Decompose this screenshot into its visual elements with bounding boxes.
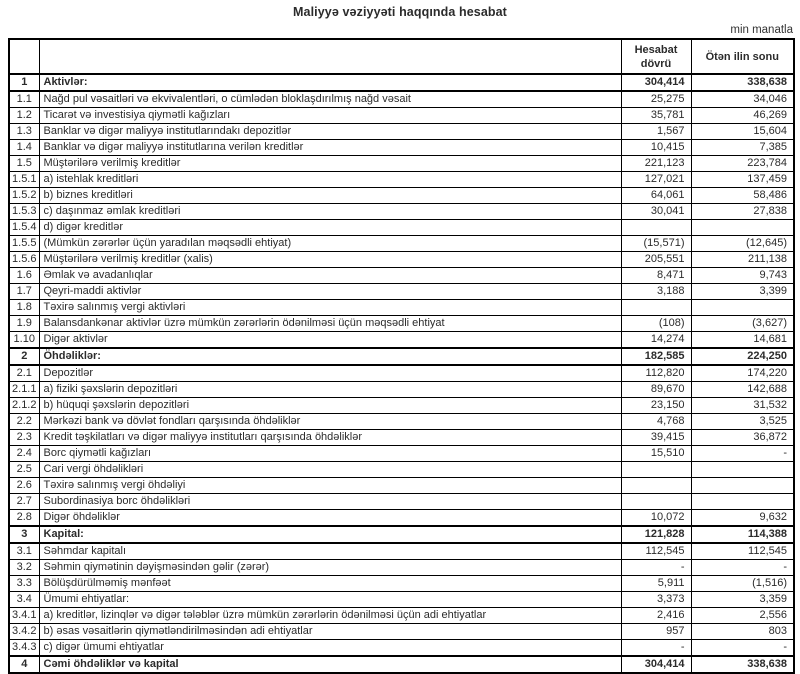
current-period-value: 8,471	[621, 268, 691, 284]
table-header	[9, 39, 794, 74]
table-row	[9, 156, 794, 172]
row-number: 1.10	[9, 332, 39, 349]
row-label: Bölüşdürülməmiş mənfəət	[39, 576, 621, 592]
table-row	[9, 348, 794, 365]
row-number: 1.6	[9, 268, 39, 284]
current-period-value	[621, 462, 691, 478]
row-number: 1.5.3	[9, 204, 39, 220]
table-row	[9, 188, 794, 204]
current-period-value: 5,911	[621, 576, 691, 592]
row-label: Banklar və digər maliyyə institutlarındakı depozitlər	[39, 124, 621, 140]
row-number: 1.5.1	[9, 172, 39, 188]
current-period-value: 112,820	[621, 365, 691, 382]
current-period-value: -	[621, 640, 691, 657]
current-period-value	[621, 478, 691, 494]
current-period-value: 10,072	[621, 510, 691, 527]
table-row	[9, 526, 794, 543]
prior-period-value: 224,250	[691, 348, 794, 365]
row-number: 1.5.6	[9, 252, 39, 268]
row-number: 1.7	[9, 284, 39, 300]
row-number: 1.5.4	[9, 220, 39, 236]
table-row	[9, 608, 794, 624]
table-row	[9, 140, 794, 156]
prior-period-value: 15,604	[691, 124, 794, 140]
current-period-value: 39,415	[621, 430, 691, 446]
prior-period-value: 137,459	[691, 172, 794, 188]
prior-period-value: 142,688	[691, 382, 794, 398]
prior-period-value: -	[691, 640, 794, 657]
row-number: 3.4	[9, 592, 39, 608]
table-row	[9, 268, 794, 284]
current-period-value: 121,828	[621, 526, 691, 543]
prior-period-value: (12,645)	[691, 236, 794, 252]
table-row	[9, 624, 794, 640]
table-row	[9, 430, 794, 446]
current-period-value: -	[621, 560, 691, 576]
table-row	[9, 592, 794, 608]
row-label: Müştərilərə verilmiş kreditlər (xalis)	[39, 252, 621, 268]
unit-note: min manatla	[730, 24, 793, 36]
row-label: Mərkəzi bank və dövlət fondları qarşısında öhdəliklər	[39, 414, 621, 430]
row-number: 3.2	[9, 560, 39, 576]
prior-period-value: 36,872	[691, 430, 794, 446]
current-period-value: 4,768	[621, 414, 691, 430]
row-number: 2	[9, 348, 39, 365]
table-row	[9, 252, 794, 268]
row-label: Balansdankənar aktivlər üzrə mümkün zərərlərin ödənilməsi üçün məqsədli ehtiyat	[39, 316, 621, 332]
table-row	[9, 560, 794, 576]
prior-period-value	[691, 478, 794, 494]
prior-period-value: 7,385	[691, 140, 794, 156]
current-period-value: 182,585	[621, 348, 691, 365]
row-label: Kredit təşkilatları və digər maliyyə institutları qarşısında öhdəliklər	[39, 430, 621, 446]
row-label: Digər öhdəliklər	[39, 510, 621, 527]
prior-period-value: 9,743	[691, 268, 794, 284]
current-period-value: 304,414	[621, 74, 691, 91]
prior-period-value: 31,532	[691, 398, 794, 414]
current-period-value: 10,415	[621, 140, 691, 156]
prior-period-value: 3,399	[691, 284, 794, 300]
header-prior-period: Ötən ilin sonu	[691, 39, 794, 74]
row-label: Qeyri-maddi aktivlər	[39, 284, 621, 300]
row-number: 2.7	[9, 494, 39, 510]
row-number: 2.1.2	[9, 398, 39, 414]
table-row	[9, 398, 794, 414]
current-period-value: 14,274	[621, 332, 691, 349]
row-label: b) əsas vəsaitlərin qiymətləndirilməsindən adi ehtiyatlar	[39, 624, 621, 640]
row-label: Ümumi ehtiyatlar:	[39, 592, 621, 608]
current-period-value: 25,275	[621, 91, 691, 108]
table-row	[9, 656, 794, 673]
financial-statement-table	[8, 38, 795, 674]
current-period-value: 35,781	[621, 108, 691, 124]
row-number: 3.4.2	[9, 624, 39, 640]
prior-period-value	[691, 462, 794, 478]
current-period-value: 15,510	[621, 446, 691, 462]
current-period-value: 89,670	[621, 382, 691, 398]
row-label: Nağd pul vəsaitləri və ekvivalentləri, o cümlədən bloklaşdırılmış nağd vəsait	[39, 91, 621, 108]
current-period-value: 1,567	[621, 124, 691, 140]
table-row	[9, 204, 794, 220]
prior-period-value: 3,525	[691, 414, 794, 430]
page-title: Maliyyə vəziyyəti haqqında hesabat	[293, 5, 507, 19]
current-period-value: 30,041	[621, 204, 691, 220]
prior-period-value: 14,681	[691, 332, 794, 349]
current-period-value: 3,373	[621, 592, 691, 608]
row-number: 3.4.1	[9, 608, 39, 624]
row-number: 1.5	[9, 156, 39, 172]
table-row	[9, 414, 794, 430]
current-period-value: 2,416	[621, 608, 691, 624]
row-label: a) istehlak kreditləri	[39, 172, 621, 188]
row-label: Təxirə salınmış vergi öhdəliyi	[39, 478, 621, 494]
prior-period-value: 2,556	[691, 608, 794, 624]
table-row	[9, 91, 794, 108]
prior-period-value: 46,269	[691, 108, 794, 124]
current-period-value	[621, 300, 691, 316]
row-number: 2.5	[9, 462, 39, 478]
row-label: Ticarət və investisiya qiymətli kağızları	[39, 108, 621, 124]
row-label: Əmlak və avadanlıqlar	[39, 268, 621, 284]
prior-period-value: 34,046	[691, 91, 794, 108]
row-number: 1.4	[9, 140, 39, 156]
current-period-value: (15,571)	[621, 236, 691, 252]
row-label: Cəmi öhdəliklər və kapital	[39, 656, 621, 673]
current-period-value: 205,551	[621, 252, 691, 268]
prior-period-value	[691, 494, 794, 510]
row-label: b) hüquqi şəxslərin depozitləri	[39, 398, 621, 414]
row-label: b) biznes kreditləri	[39, 188, 621, 204]
prior-period-value: 112,545	[691, 543, 794, 560]
row-label: Səhmin qiymətinin dəyişməsindən gəlir (zərər)	[39, 560, 621, 576]
row-number: 3.3	[9, 576, 39, 592]
prior-period-value: 803	[691, 624, 794, 640]
prior-period-value: 223,784	[691, 156, 794, 172]
row-label: Kapital:	[39, 526, 621, 543]
row-label: Müştərilərə verilmiş kreditlər	[39, 156, 621, 172]
table-row	[9, 108, 794, 124]
prior-period-value: 211,138	[691, 252, 794, 268]
table-row	[9, 316, 794, 332]
row-label: d) digər kreditlər	[39, 220, 621, 236]
row-label: Borc qiymətli kağızları	[39, 446, 621, 462]
row-number: 1.1	[9, 91, 39, 108]
row-label: (Mümkün zərərlər üçün yaradılan məqsədli ehtiyat)	[39, 236, 621, 252]
row-number: 1.5.5	[9, 236, 39, 252]
row-label: Səhmdar kapitalı	[39, 543, 621, 560]
row-number: 2.2	[9, 414, 39, 430]
current-period-value	[621, 494, 691, 510]
row-number: 2.1	[9, 365, 39, 382]
row-label: Cari vergi öhdəlikləri	[39, 462, 621, 478]
current-period-value: 127,021	[621, 172, 691, 188]
prior-period-value: -	[691, 560, 794, 576]
prior-period-value: 27,838	[691, 204, 794, 220]
row-label: Digər aktivlər	[39, 332, 621, 349]
prior-period-value	[691, 220, 794, 236]
table-row	[9, 576, 794, 592]
current-period-value: 221,123	[621, 156, 691, 172]
row-number: 2.1.1	[9, 382, 39, 398]
table-row	[9, 220, 794, 236]
row-label: Təxirə salınmış vergi aktivləri	[39, 300, 621, 316]
prior-period-value: 114,388	[691, 526, 794, 543]
prior-period-value: 9,632	[691, 510, 794, 527]
table-row	[9, 74, 794, 91]
table-row	[9, 236, 794, 252]
current-period-value: 64,061	[621, 188, 691, 204]
table-row	[9, 382, 794, 398]
row-label: Aktivlər:	[39, 74, 621, 91]
table-row	[9, 284, 794, 300]
table-row	[9, 365, 794, 382]
prior-period-value: 58,486	[691, 188, 794, 204]
prior-period-value: (1,516)	[691, 576, 794, 592]
prior-period-value: 3,359	[691, 592, 794, 608]
row-label: Öhdəliklər:	[39, 348, 621, 365]
row-number: 1.5.2	[9, 188, 39, 204]
table-row	[9, 543, 794, 560]
prior-period-value: -	[691, 446, 794, 462]
row-label: Banklar və digər maliyyə institutlarına verilən kreditlər	[39, 140, 621, 156]
table-row	[9, 172, 794, 188]
header-row-number	[9, 39, 39, 74]
current-period-value: 3,188	[621, 284, 691, 300]
row-number: 3.1	[9, 543, 39, 560]
header-row-label	[39, 39, 621, 74]
header-row	[9, 39, 794, 74]
row-label: c) digər ümumi ehtiyatlar	[39, 640, 621, 657]
table-row	[9, 462, 794, 478]
row-number: 2.3	[9, 430, 39, 446]
row-label: c) daşınmaz əmlak kreditləri	[39, 204, 621, 220]
table-row	[9, 640, 794, 657]
table-row	[9, 446, 794, 462]
table-row	[9, 494, 794, 510]
row-number: 1.9	[9, 316, 39, 332]
row-label: Depozitlər	[39, 365, 621, 382]
prior-period-value: 338,638	[691, 74, 794, 91]
current-period-value: 23,150	[621, 398, 691, 414]
current-period-value: 957	[621, 624, 691, 640]
row-number: 1.8	[9, 300, 39, 316]
current-period-value: (108)	[621, 316, 691, 332]
row-number: 1.3	[9, 124, 39, 140]
prior-period-value: 338,638	[691, 656, 794, 673]
row-number: 2.8	[9, 510, 39, 527]
table-row	[9, 300, 794, 316]
current-period-value: 304,414	[621, 656, 691, 673]
current-period-value: 112,545	[621, 543, 691, 560]
row-label: a) fiziki şəxslərin depozitləri	[39, 382, 621, 398]
row-number: 1	[9, 74, 39, 91]
table-row	[9, 510, 794, 527]
table-body	[9, 74, 794, 673]
table-row	[9, 332, 794, 349]
row-label: a) kreditlər, lizinqlər və digər tələblər üzrə mümkün zərərlərin ödənilməsi üçün adi ehtiyatlar	[39, 608, 621, 624]
prior-period-value: 174,220	[691, 365, 794, 382]
row-number: 2.4	[9, 446, 39, 462]
row-number: 2.6	[9, 478, 39, 494]
row-number: 4	[9, 656, 39, 673]
prior-period-value	[691, 300, 794, 316]
row-number: 3	[9, 526, 39, 543]
row-number: 3.4.3	[9, 640, 39, 657]
table-row	[9, 124, 794, 140]
header-current-period: Hesabat dövrü	[621, 39, 691, 74]
table-row	[9, 478, 794, 494]
row-number: 1.2	[9, 108, 39, 124]
current-period-value	[621, 220, 691, 236]
prior-period-value: (3,627)	[691, 316, 794, 332]
row-label: Subordinasiya borc öhdəlikləri	[39, 494, 621, 510]
